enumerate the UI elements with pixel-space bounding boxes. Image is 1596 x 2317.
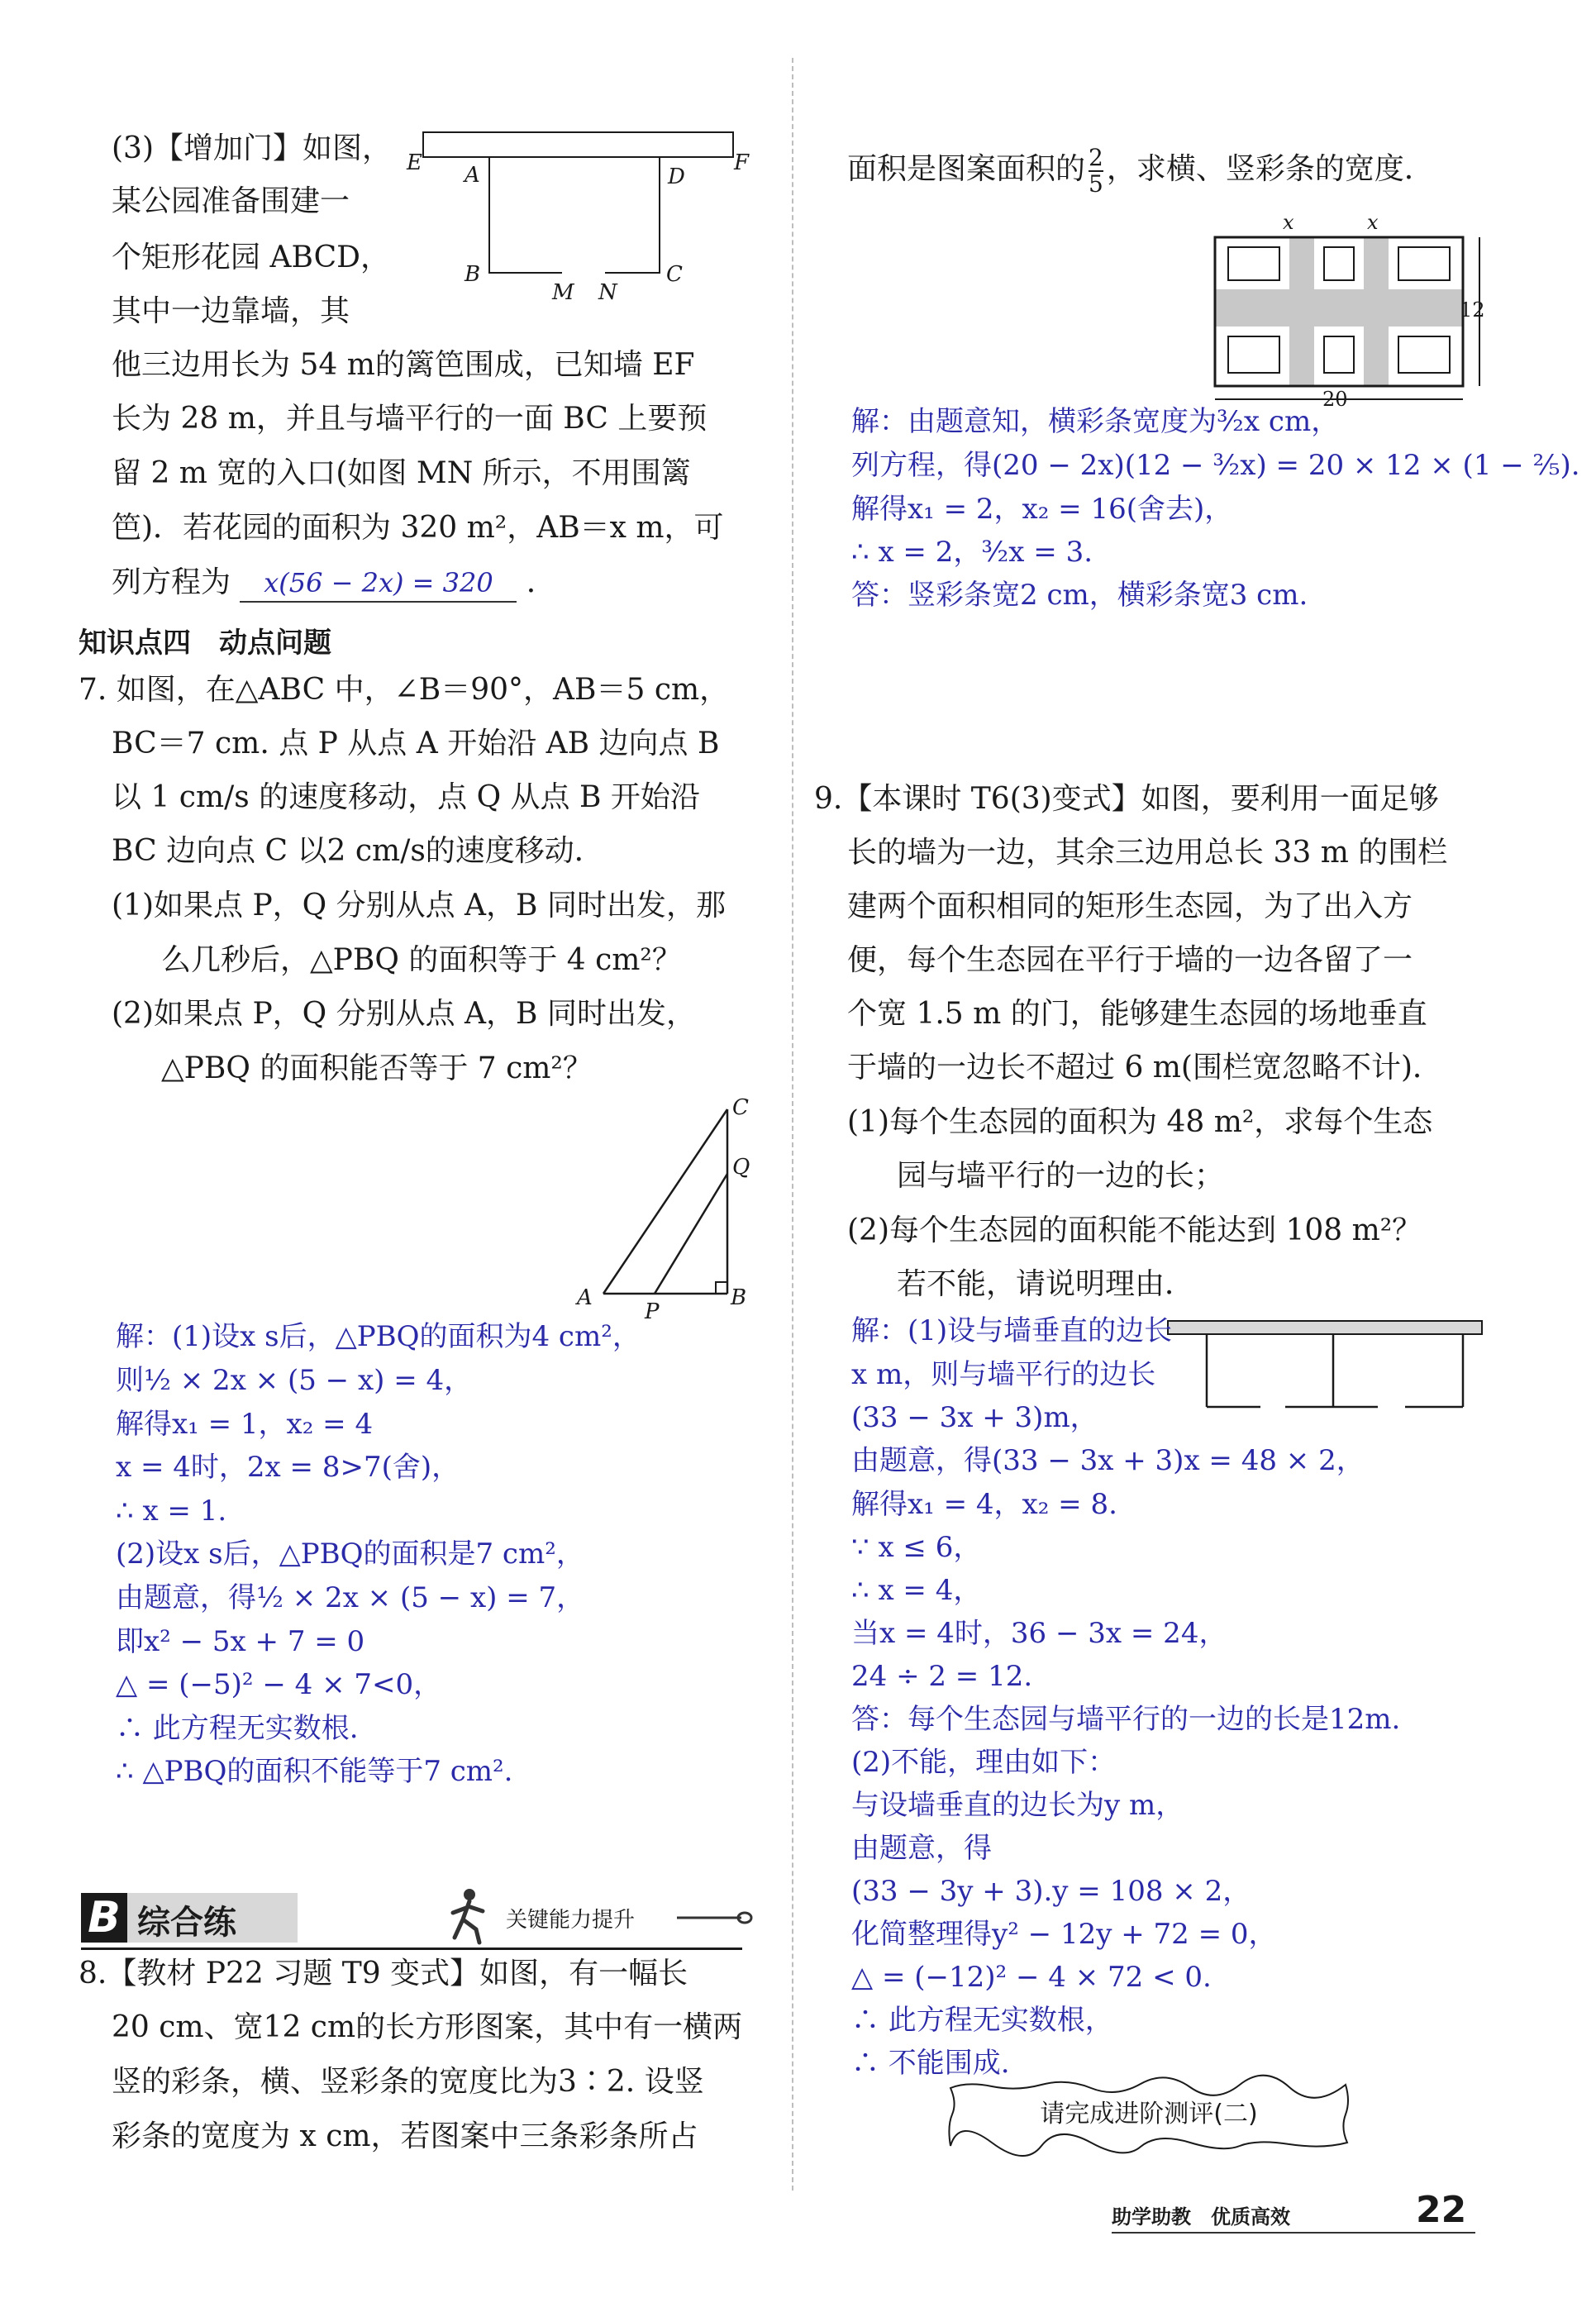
q8-sol-5: 答：竖彩条宽2 cm，横彩条宽3 cm. — [851, 579, 1308, 612]
q8-fraction — [1089, 145, 1103, 197]
q8-line-3: 竖的彩条，横、竖彩条的宽度比为3∶2. 设竖 — [112, 2065, 704, 2099]
q8-label-20: 20 — [1322, 388, 1348, 411]
q7-sol-7: 由题意，得½ × 2x × (5 − x) = 7， — [116, 1581, 585, 1614]
q7-sol-10: ∴ 此方程无实数根. — [116, 1712, 359, 1745]
q9-line-4: 便，每个生态园在平行于墙的一边各留了一 — [847, 943, 1413, 977]
q9-line-5: 个宽 1.5 m 的门，能够建生态园的场地垂直 — [847, 997, 1427, 1031]
q3-label-N: N — [598, 280, 617, 305]
q7-line-5: (1)如果点 P，Q 分别从点 A，B 同时出发，那 — [112, 889, 726, 923]
q3-label-B: B — [465, 262, 481, 287]
q3-label-A: A — [465, 163, 480, 188]
page-number: 22 — [1416, 2189, 1467, 2231]
q7-line-8: △PBQ 的面积能否等于 7 cm²？ — [161, 1051, 593, 1085]
q3-line-2: 某公园准备围建一 — [112, 184, 350, 218]
q9-line-10: 若不能，请说明理由． — [897, 1267, 1195, 1301]
q9-sol-9: 24 ÷ 2 = 12. — [851, 1660, 1033, 1693]
q7-sol-9: △ = (−5)² − 4 × 7<0， — [116, 1668, 442, 1701]
banner-letter: B — [81, 1893, 127, 1943]
banner-label: 综合练 — [137, 1904, 236, 1942]
q9-line-6: 于墙的一边长不超过 6 m(围栏宽忽略不计)． — [847, 1051, 1443, 1085]
q8-sol-1: 解：由题意知，横彩条宽度为³⁄₂x cm， — [851, 405, 1340, 438]
q3-answer: x(56 − 2x) = 320 — [264, 567, 493, 598]
q7-sol-1: 解：(1)设x s后，△PBQ的面积为4 cm²， — [116, 1320, 641, 1353]
q3-line-4: 其中一边靠墙，其 — [112, 294, 350, 328]
runner-icon — [422, 1886, 504, 1946]
q3-line-7: 留 2 m 宽的入口(如图 MN 所示，不用围篱 — [112, 456, 691, 490]
q7-line-2: BC＝7 cm. 点 P 从点 A 开始沿 AB 边向点 B — [112, 727, 720, 760]
q3-line-6: 长为 28 m，并且与墙平行的一面 BC 上要预 — [112, 402, 707, 436]
q3-label-M: M — [552, 280, 574, 305]
q7-label-B: B — [731, 1285, 747, 1310]
q9-sol-10: 答：每个生态园与墙平行的一边的长是12m. — [851, 1703, 1401, 1736]
q3-label-F: F — [734, 150, 750, 175]
q8-cont-prefix: 面积是图案面积的 — [847, 152, 1086, 186]
q8-sol-4: ∴ x = 2，³⁄₂x = 3. — [851, 536, 1093, 569]
q9-sol-4: 由题意，得(33 − 3x + 3)x = 48 × 2， — [851, 1444, 1365, 1477]
q7-line-7: (2)如果点 P，Q 分别从点 A，B 同时出发， — [112, 997, 696, 1031]
footer-rule — [1112, 2232, 1475, 2234]
q7-label-Q: Q — [732, 1155, 750, 1180]
q8-line-4: 彩条的宽度为 x cm，若图案中三条彩条所占 — [112, 2119, 698, 2153]
q7-label-C: C — [732, 1095, 749, 1120]
q8-sol-2: 列方程，得(20 − 2x)(12 − ³⁄₂x) = 20 × 12 × (1 − ⅖). — [851, 449, 1580, 482]
column-divider — [792, 58, 793, 2191]
q3-label-D: D — [668, 164, 685, 189]
q7-sol-3: 解得x₁ = 1，x₂ = 4 — [116, 1408, 374, 1441]
q9-sol-14: (33 − 3y + 3).y = 108 × 2， — [851, 1875, 1251, 1908]
q7-line-1: 7. 如图，在△ABC 中，∠B＝90°，AB＝5 cm， — [79, 673, 730, 707]
q9-line-2: 长的墙为一边，其余三边用总长 33 m 的围栏 — [847, 836, 1448, 870]
q3-figure — [407, 124, 760, 306]
q8-line-2: 20 cm、宽12 cm的长方形图案，其中有一横两 — [112, 2010, 743, 2044]
q8-label-x2: x — [1367, 211, 1379, 234]
q7-label-P: P — [645, 1299, 660, 1324]
q9-line-9: (2)每个生态园的面积能不能达到 108 m²？ — [847, 1213, 1422, 1247]
banner-rule — [81, 1948, 742, 1950]
q7-line-6: 么几秒后，△PBQ 的面积等于 4 cm²？ — [161, 943, 682, 977]
q9-sol-8: 当x = 4时，36 − 3x = 24， — [851, 1617, 1227, 1650]
q3-line-1: (3)【增加门】如图， — [112, 131, 392, 165]
q7-sol-5: ∴ x = 1. — [116, 1495, 227, 1528]
q9-sol-13: 由题意，得 — [851, 1832, 992, 1865]
q9-line-3: 建两个面积相同的矩形生态园，为了出入方 — [847, 889, 1413, 923]
q7-line-3: 以 1 cm/s 的速度移动，点 Q 从点 B 开始沿 — [112, 780, 700, 814]
q9-sol-16: △ = (−12)² − 4 × 72 < 0. — [851, 1961, 1212, 1994]
section-4-title: 知识点四 动点问题 — [79, 627, 331, 660]
q8-figure — [1207, 211, 1504, 409]
q9-sol-15: 化简整理得y² − 12y + 72 = 0， — [851, 1918, 1277, 1951]
q7-sol-8: 即x² − 5x + 7 = 0 — [116, 1625, 365, 1658]
q3-line-3: 个矩形花园 ABCD， — [112, 241, 390, 274]
q9-sol-5: 解得x₁ = 4，x₂ = 8. — [851, 1488, 1117, 1521]
q9-figure — [1161, 1314, 1492, 1422]
q8-cont-suffix: ，求横、竖彩条的宽度． — [1106, 152, 1434, 186]
q9-sol-12: 与设墙垂直的边长为y m， — [851, 1789, 1184, 1822]
q9-sol-3: (33 − 3x + 3)m， — [851, 1401, 1098, 1434]
q8-sol-3: 解得x₁ = 2，x₂ = 16(舍去)， — [851, 493, 1233, 526]
q3-answer-blank — [240, 565, 517, 603]
q9-sol-18: ∴ 不能围成. — [851, 2047, 1010, 2080]
q3-suffix: ． — [526, 565, 556, 599]
q9-line-7: (1)每个生态园的面积为 48 m²，求每个生态 — [847, 1105, 1433, 1139]
q9-sol-17: ∴ 此方程无实数根， — [851, 2004, 1113, 2037]
q9-sol-2: x m，则与墙平行的边长 — [851, 1358, 1156, 1391]
q9-sol-1: 解：(1)设与墙垂直的边长 — [851, 1314, 1173, 1347]
arrow-icon — [674, 1909, 756, 1926]
q3-line-8: 笆)．若花园的面积为 320 m²，AB＝x m，可 — [112, 511, 724, 545]
q7-sol-6: (2)设x s后，△PBQ的面积是7 cm²， — [116, 1538, 584, 1571]
q3-line-5: 他三边用长为 54 m的篱笆围成，已知墙 EF — [112, 348, 695, 382]
q7-line-4: BC 边向点 C 以2 cm/s的速度移动． — [112, 834, 604, 868]
q8-frac-num: 2 — [1089, 144, 1103, 171]
footer-slogan: 助学助教 优质高效 — [1112, 2205, 1290, 2229]
q7-sol-4: x = 4时，2x = 8>7(舍)， — [116, 1451, 460, 1484]
q8-label-x1: x — [1283, 211, 1294, 234]
assessment-stamp: 请完成进阶测评(二) — [1040, 2100, 1258, 2129]
q8-frac-den: 5 — [1089, 170, 1103, 198]
banner-slogan: 关键能力提升 — [506, 1908, 636, 1933]
q9-sol-6: ∵ x ≤ 6， — [851, 1531, 982, 1564]
q8-label-12: 12 — [1460, 298, 1485, 322]
q3-label-C: C — [666, 262, 683, 287]
q3-line-9 — [112, 565, 556, 603]
q9-line-1: 9.【本课时 T6(3)变式】如图，要利用一面足够 — [814, 782, 1439, 816]
q7-figure — [562, 1091, 760, 1323]
q7-sol-2: 则½ × 2x × (5 − x) = 4， — [116, 1364, 473, 1397]
q9-sol-11: (2)不能，理由如下： — [851, 1746, 1117, 1779]
q8-cont-line — [847, 145, 1434, 197]
q9-sol-7: ∴ x = 4， — [851, 1574, 982, 1607]
q7-sol-11: ∴ △PBQ的面积不能等于7 cm². — [116, 1755, 513, 1788]
q8-line-1: 8.【教材 P22 习题 T9 变式】如图，有一幅长 — [79, 1957, 688, 1990]
q9-line-8: 园与墙平行的一边的长； — [897, 1159, 1225, 1193]
q3-label-E: E — [407, 150, 422, 175]
q3-prefix: 列方程为 — [112, 565, 231, 599]
q7-label-A: A — [577, 1285, 593, 1310]
